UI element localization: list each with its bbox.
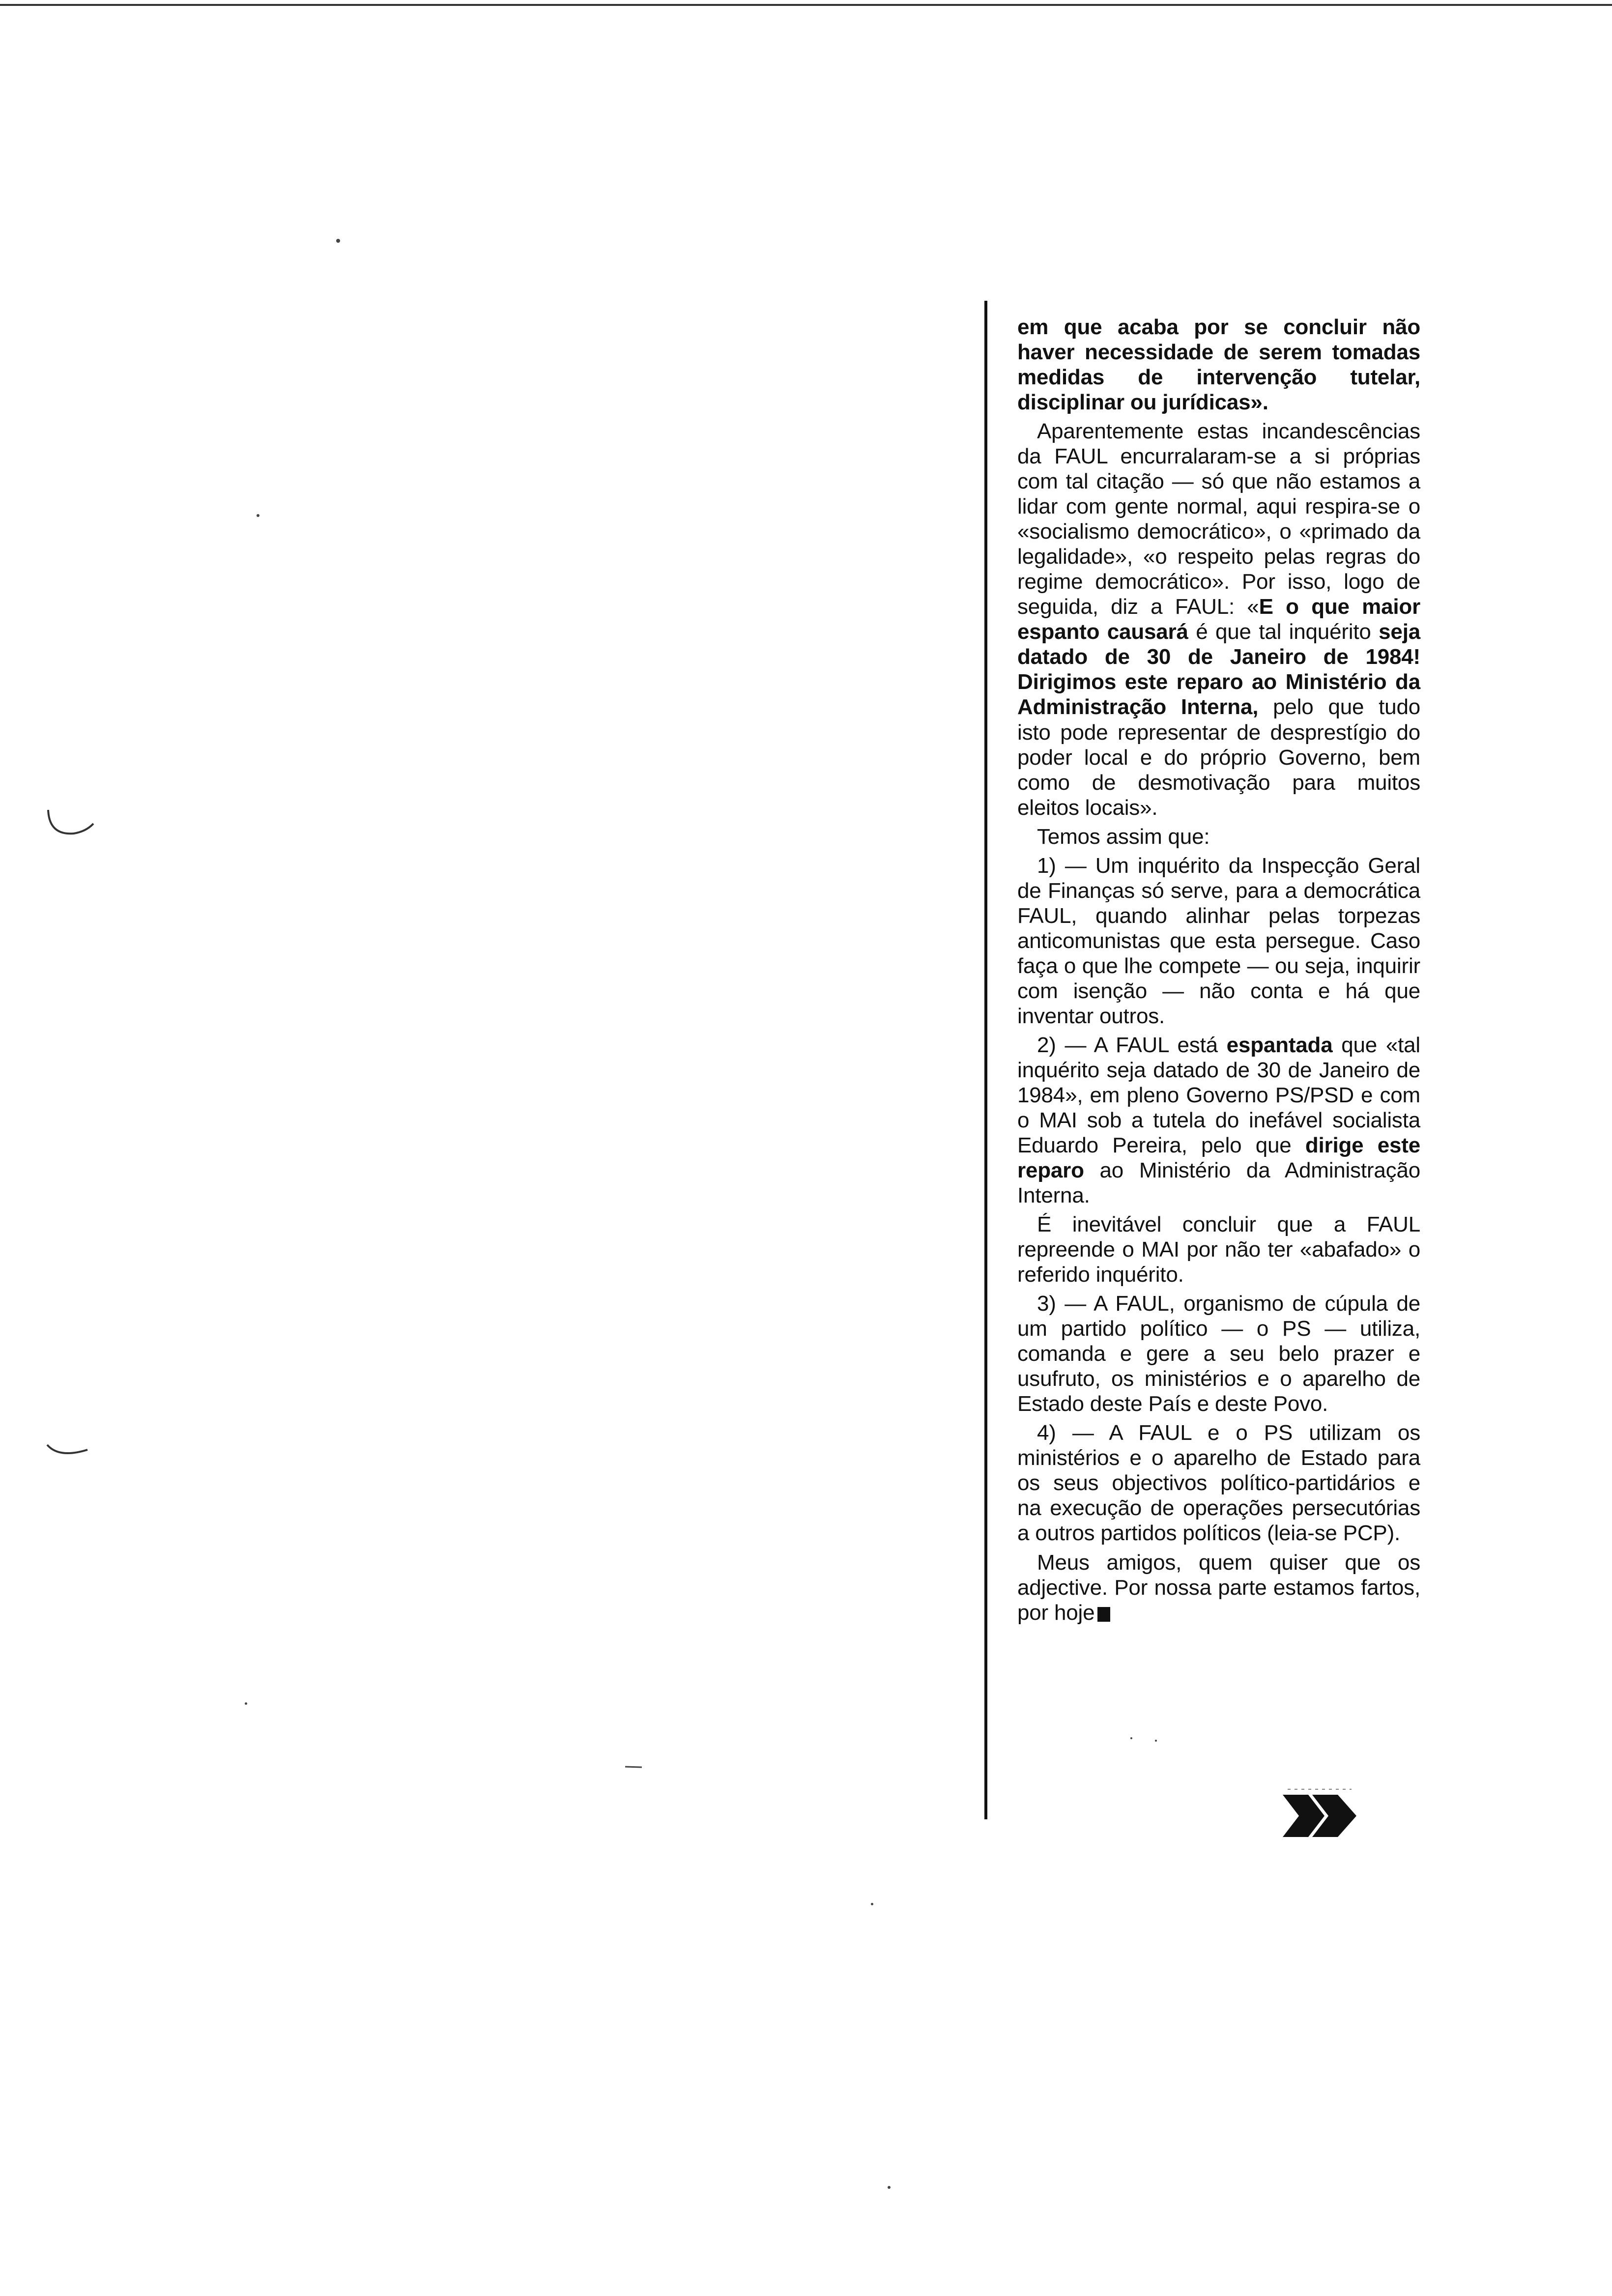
article-bold-text: dirige este reparo: [1017, 1133, 1421, 1183]
end-of-article-square-icon: [1097, 1607, 1110, 1622]
article-bold-text: espantada: [1226, 1033, 1333, 1057]
article-paragraph: [1017, 1550, 1420, 1625]
article-paragraph: [1017, 824, 1420, 849]
scan-speck: [336, 239, 340, 243]
scan-speck: [888, 2186, 891, 2189]
scan-speck: [245, 1702, 247, 1705]
article-paragraph: [1017, 1033, 1420, 1208]
article-text: É inevitável concluir que a FAUL repreende o MAI por não ter «abafado» o referido inquérito.: [1017, 1212, 1420, 1287]
column-divider-rule: [984, 301, 987, 1819]
scan-speck: [1130, 1737, 1132, 1739]
article-text: Temos assim que:: [1037, 824, 1210, 849]
article-text: que «tal inquérito seja datado de 30 de Janeiro de 1984», em pleno Governo PS/PSD e com o MAI sob a tutela do inefável socialista Eduardo Pereira, pelo que: [1017, 1033, 1420, 1157]
article-text: ao Ministério da Administração Interna.: [1017, 1158, 1420, 1208]
article-paragraph: [1017, 315, 1420, 415]
article-paragraph: [1017, 1420, 1420, 1546]
article-bold-text: em que acaba por se concluir não haver necessidade de serem tomadas medidas de intervenção tutelar, disciplinar ou jurídicas».: [1017, 315, 1420, 415]
article-text: 3) — A FAUL, organismo de cúpula de um partido político — o PS — utiliza, comanda e gere a seu belo prazer e usufruto, os ministérios e o aparelho de Estado deste País e deste Povo.: [1017, 1292, 1420, 1416]
article-bold-text: seja datado de 30 de Janeiro de 1984! Dirigimos este reparo ao Ministério da Administração Interna,: [1017, 620, 1420, 719]
article-text: 1) — Um inquérito da Inspecção Geral de Finanças só serve, para a democrática FAUL, quando alinhar pelas torpezas anticomunistas que esta persegue. Caso faça o que lhe compete — ou seja, inquirir com isenção — não conta e há que inventar outros.: [1017, 853, 1420, 1028]
double-chevron-logo-icon: [1278, 1789, 1366, 1843]
article-text: Aparentemente estas incandescências da FAUL encurralaram-se a si próprias com tal citação — só que não estamos a lidar com gente normal, aqui respira-se o «socialismo democrático», o «primado da legalidade», «o respeito pelas regras do regime democrático». Por isso, logo de seguida, diz a FAUL: «: [1017, 419, 1420, 619]
article-paragraph: [1017, 1291, 1420, 1416]
article-bold-text: E o que maior espanto causará: [1017, 595, 1421, 644]
article-text: pelo que tudo isto pode representar de desprestígio do poder local e do próprio Governo, bem como de desmotivação para muitos eleitos locais».: [1017, 695, 1420, 820]
scan-dash-mark: [624, 1764, 644, 1769]
scan-speck: [871, 1903, 873, 1905]
scan-speck: [257, 514, 259, 517]
article-column: [1017, 315, 1420, 1629]
article-text: 4) — A FAUL e o PS utilizam os ministérios e o aparelho de Estado para os seus objectivos político-partidários e na execução de operações persecutórias a outros partidos políticos (leia-se PCP).: [1017, 1421, 1420, 1546]
article-text: 2) — A FAUL está: [1037, 1033, 1227, 1057]
punch-hole-mark: [44, 1435, 93, 1464]
article-paragraph: [1017, 1212, 1420, 1287]
article-text: é que tal inquérito: [1188, 620, 1379, 644]
article-paragraph: [1017, 853, 1420, 1029]
top-scan-edge-line: [0, 4, 1612, 6]
punch-hole-mark: [44, 806, 98, 845]
article-paragraph: [1017, 419, 1420, 820]
scan-speck: [1155, 1740, 1157, 1742]
article-text: Meus amigos, quem quiser que os adjective. Por nossa parte estamos fartos, por hoje: [1017, 1550, 1420, 1625]
